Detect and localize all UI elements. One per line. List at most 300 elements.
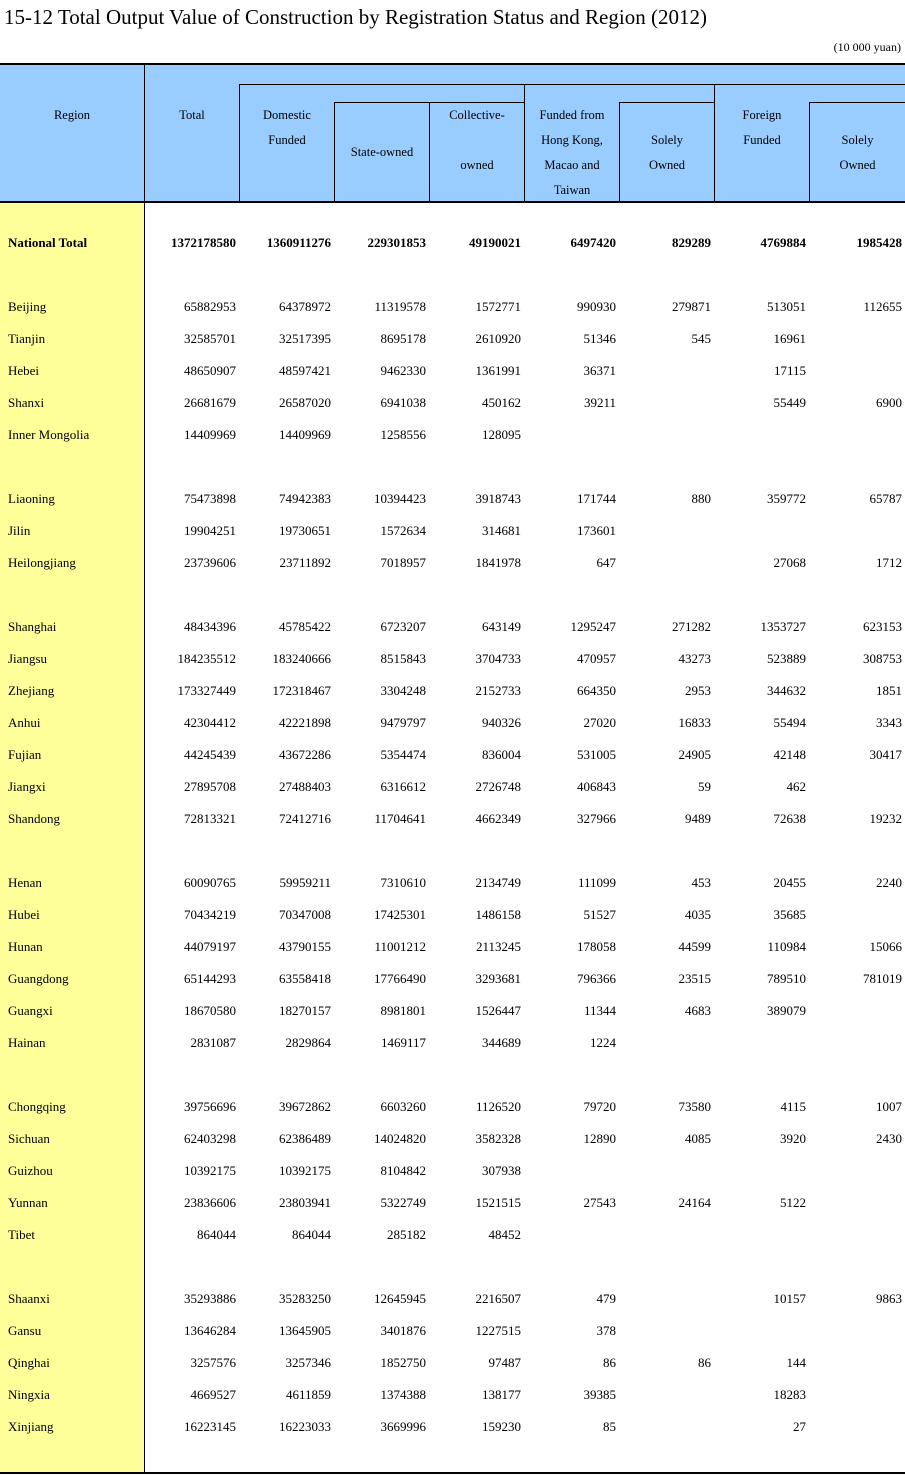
- value-cell: 10392175: [184, 1163, 236, 1178]
- value-cell: 6900: [876, 395, 902, 410]
- value-cell: 2216507: [475, 1291, 521, 1306]
- value-cell: 51346: [583, 331, 616, 346]
- value-cell: 990930: [577, 299, 616, 314]
- value-cell: 23836606: [184, 1195, 236, 1210]
- value-cell: 43790155: [279, 939, 331, 954]
- value-cell: 3257576: [190, 1355, 236, 1370]
- value-cell: 2113245: [475, 939, 521, 954]
- bottom-rule: [0, 1472, 905, 1474]
- value-cell: 2610920: [475, 331, 521, 346]
- value-cell: 2152733: [475, 683, 521, 698]
- value-cell: 16223145: [184, 1419, 236, 1434]
- value-cell: 59959211: [279, 875, 331, 890]
- value-cell: 184235512: [177, 651, 236, 666]
- value-cell: 43672286: [279, 747, 331, 762]
- value-cell: 39385: [583, 1387, 616, 1402]
- value-cell: 44599: [678, 939, 711, 954]
- value-cell: 229301853: [367, 235, 426, 250]
- value-cell: 378: [596, 1323, 616, 1338]
- value-cell: 647: [596, 555, 616, 570]
- value-cell: 86: [698, 1355, 711, 1370]
- table-row: [0, 1027, 905, 1059]
- value-cell: 97487: [488, 1355, 521, 1370]
- value-cell: 4085: [685, 1131, 711, 1146]
- value-cell: 70434219: [184, 907, 236, 922]
- value-cell: 48597421: [279, 363, 331, 378]
- value-cell: 172318467: [272, 683, 331, 698]
- table-row: [0, 931, 905, 963]
- value-cell: 1361991: [475, 363, 521, 378]
- value-cell: 406843: [577, 779, 616, 794]
- value-cell: 1007: [876, 1099, 902, 1114]
- region-name: Shanghai: [8, 619, 57, 634]
- value-cell: 1841978: [475, 555, 521, 570]
- value-cell: 24164: [678, 1195, 711, 1210]
- value-cell: 39211: [583, 395, 616, 410]
- value-cell: 1372178580: [171, 235, 236, 250]
- value-cell: 138177: [482, 1387, 521, 1402]
- value-cell: 5122: [780, 1195, 806, 1210]
- value-cell: 19730651: [279, 523, 331, 538]
- table-row: [0, 547, 905, 579]
- value-cell: 479: [596, 1291, 616, 1306]
- region-name: Inner Mongolia: [8, 427, 90, 442]
- value-cell: 144: [786, 1355, 806, 1370]
- value-cell: 450162: [482, 395, 521, 410]
- region-name: Liaoning: [8, 491, 55, 506]
- value-cell: 42304412: [184, 715, 236, 730]
- value-cell: 1353727: [760, 619, 806, 634]
- region-name: National Total: [8, 235, 88, 250]
- value-cell: 27: [793, 1419, 806, 1434]
- value-cell: 65882953: [184, 299, 236, 314]
- region-name: Hebei: [8, 363, 40, 378]
- region-name: Jiangsu: [8, 651, 47, 666]
- value-cell: 1712: [876, 555, 902, 570]
- region-name: Yunnan: [8, 1195, 48, 1210]
- value-cell: 20455: [773, 875, 806, 890]
- value-cell: 32517395: [279, 331, 331, 346]
- value-cell: 16961: [773, 331, 806, 346]
- table-row: [0, 1091, 905, 1123]
- value-cell: 531005: [577, 747, 616, 762]
- table-row: [0, 515, 905, 547]
- region-name: Jiangxi: [8, 779, 46, 794]
- value-cell: 8981801: [380, 1003, 426, 1018]
- value-cell: 30417: [869, 747, 902, 762]
- value-cell: 4115: [780, 1099, 806, 1114]
- value-cell: 1521515: [475, 1195, 521, 1210]
- value-cell: 545: [691, 331, 711, 346]
- value-cell: 3918743: [475, 491, 521, 506]
- value-cell: 470957: [577, 651, 616, 666]
- value-cell: 8104842: [380, 1163, 426, 1178]
- value-cell: 1486158: [475, 907, 521, 922]
- region-name: Tianjin: [8, 331, 46, 346]
- value-cell: 14024820: [374, 1131, 426, 1146]
- value-cell: 11704641: [374, 811, 426, 826]
- value-cell: 128095: [482, 427, 521, 442]
- header-group-rule: [239, 84, 905, 85]
- value-cell: 8695178: [380, 331, 426, 346]
- table-row: [0, 675, 905, 707]
- value-cell: 72412716: [279, 811, 331, 826]
- value-cell: 1295247: [570, 619, 616, 634]
- region-name: Shanxi: [8, 395, 45, 410]
- value-cell: 72813321: [184, 811, 236, 826]
- value-cell: 4035: [685, 907, 711, 922]
- value-cell: 7018957: [380, 555, 426, 570]
- value-cell: 27020: [583, 715, 616, 730]
- value-cell: 74942383: [279, 491, 331, 506]
- value-cell: 14409969: [279, 427, 331, 442]
- header-state-owned: State-owned: [350, 145, 414, 159]
- region-name: Chongqing: [8, 1099, 66, 1114]
- table-row: [0, 1283, 905, 1315]
- value-cell: 62386489: [279, 1131, 331, 1146]
- region-name: Zhejiang: [8, 683, 55, 698]
- value-cell: 86: [603, 1355, 616, 1370]
- value-cell: 39756696: [184, 1099, 236, 1114]
- value-cell: 26681679: [184, 395, 236, 410]
- national-total-row: [0, 227, 905, 259]
- value-cell: 48452: [488, 1227, 521, 1242]
- table-row: [0, 419, 905, 451]
- region-name: Shaanxi: [8, 1291, 50, 1306]
- header-group-rule: [809, 102, 905, 103]
- value-cell: 8515843: [380, 651, 426, 666]
- value-cell: 307938: [482, 1163, 521, 1178]
- value-cell: 35283250: [279, 1291, 331, 1306]
- value-cell: 6603260: [380, 1099, 426, 1114]
- value-cell: 32585701: [184, 331, 236, 346]
- value-cell: 23711892: [279, 555, 331, 570]
- value-cell: 1572771: [475, 299, 521, 314]
- value-cell: 35685: [773, 907, 806, 922]
- value-cell: 59: [698, 779, 711, 794]
- region-name: Ningxia: [8, 1387, 50, 1402]
- value-cell: 26587020: [279, 395, 331, 410]
- value-cell: 45785422: [279, 619, 331, 634]
- value-cell: 35293886: [184, 1291, 236, 1306]
- value-cell: 10157: [773, 1291, 806, 1306]
- value-cell: 4769884: [760, 235, 806, 250]
- value-cell: 43273: [678, 651, 711, 666]
- value-cell: 389079: [767, 1003, 806, 1018]
- value-cell: 6316612: [380, 779, 426, 794]
- value-cell: 79720: [583, 1099, 616, 1114]
- table-row: [0, 1379, 905, 1411]
- value-cell: 75473898: [184, 491, 236, 506]
- table-row: [0, 483, 905, 515]
- value-cell: 183240666: [272, 651, 331, 666]
- value-cell: 16833: [678, 715, 711, 730]
- value-cell: 44079197: [184, 939, 236, 954]
- header-hkmt: Funded from Hong Kong, Macao and Taiwan: [539, 108, 605, 197]
- value-cell: 6941038: [380, 395, 426, 410]
- value-cell: 65144293: [184, 971, 236, 986]
- value-cell: 23803941: [279, 1195, 331, 1210]
- region-name: Henan: [8, 875, 42, 890]
- region-name: Beijing: [8, 299, 47, 314]
- region-name: Guangxi: [8, 1003, 53, 1018]
- table-row: [0, 643, 905, 675]
- value-cell: 27543: [583, 1195, 616, 1210]
- region-name: Shandong: [8, 811, 60, 826]
- value-cell: 65787: [869, 491, 902, 506]
- value-cell: 1126520: [475, 1099, 521, 1114]
- value-cell: 111099: [577, 875, 616, 890]
- table-row: [0, 771, 905, 803]
- value-cell: 24905: [678, 747, 711, 762]
- value-cell: 829289: [672, 235, 711, 250]
- value-cell: 27895708: [184, 779, 236, 794]
- value-cell: 18670580: [184, 1003, 236, 1018]
- value-cell: 173601: [577, 523, 616, 538]
- value-cell: 643149: [482, 619, 521, 634]
- value-cell: 6723207: [380, 619, 426, 634]
- table-row: [0, 355, 905, 387]
- header-collective: Collective- owned: [449, 108, 505, 172]
- value-cell: 112655: [863, 299, 902, 314]
- region-name: Xinjiang: [8, 1419, 54, 1434]
- value-cell: 880: [691, 491, 711, 506]
- value-cell: 63558418: [279, 971, 331, 986]
- region-name: Sichuan: [8, 1131, 50, 1146]
- value-cell: 171744: [577, 491, 616, 506]
- table-row: [0, 803, 905, 835]
- value-cell: 3257346: [285, 1355, 331, 1370]
- table-row: [0, 1155, 905, 1187]
- value-cell: 27488403: [279, 779, 331, 794]
- region-name: Tibet: [8, 1227, 35, 1242]
- value-cell: 285182: [387, 1227, 426, 1242]
- value-cell: 2831087: [190, 1035, 236, 1050]
- value-cell: 42221898: [279, 715, 331, 730]
- region-name: Guangdong: [8, 971, 69, 986]
- header-domestic: Domestic Funded: [263, 108, 311, 147]
- value-cell: 4662349: [475, 811, 521, 826]
- value-cell: 48434396: [184, 619, 236, 634]
- value-cell: 178058: [577, 939, 616, 954]
- table-row: [0, 611, 905, 643]
- value-cell: 3401876: [380, 1323, 426, 1338]
- table-row: [0, 1123, 905, 1155]
- table-row: [0, 1347, 905, 1379]
- table-row: [0, 323, 905, 355]
- region-name: Fujian: [8, 747, 42, 762]
- value-cell: 23515: [678, 971, 711, 986]
- value-cell: 2953: [685, 683, 711, 698]
- value-cell: 36371: [583, 363, 616, 378]
- value-cell: 10392175: [279, 1163, 331, 1178]
- value-cell: 344689: [482, 1035, 521, 1050]
- value-cell: 44245439: [184, 747, 236, 762]
- value-cell: 85: [603, 1419, 616, 1434]
- value-cell: 1985428: [856, 235, 902, 250]
- value-cell: 72638: [773, 811, 806, 826]
- table-row: [0, 899, 905, 931]
- region-name: Jilin: [8, 523, 31, 538]
- value-cell: 14409969: [184, 427, 236, 442]
- value-cell: 1469117: [380, 1035, 426, 1050]
- value-cell: 49190021: [469, 235, 521, 250]
- header-bottom-rule: [0, 201, 905, 203]
- value-cell: 64378972: [279, 299, 331, 314]
- unit-label: (10 000 yuan): [833, 40, 901, 54]
- value-cell: 2726748: [475, 779, 521, 794]
- value-cell: 1227515: [475, 1323, 521, 1338]
- value-cell: 13646284: [184, 1323, 236, 1338]
- value-cell: 17425301: [374, 907, 426, 922]
- table-row: [0, 1187, 905, 1219]
- value-cell: 110984: [767, 939, 806, 954]
- value-cell: 9489: [685, 811, 711, 826]
- value-cell: 1374388: [380, 1387, 426, 1402]
- value-cell: 3920: [780, 1131, 806, 1146]
- value-cell: 39672862: [279, 1099, 331, 1114]
- value-cell: 173327449: [177, 683, 236, 698]
- region-name: Gansu: [8, 1323, 42, 1338]
- value-cell: 70347008: [279, 907, 331, 922]
- region-name: Guizhou: [8, 1163, 53, 1178]
- value-cell: 6497420: [570, 235, 616, 250]
- value-cell: 27068: [773, 555, 806, 570]
- value-cell: 1572634: [380, 523, 426, 538]
- region-name: Anhui: [8, 715, 41, 730]
- region-name: Heilongjiang: [8, 555, 76, 570]
- value-cell: 51527: [583, 907, 616, 922]
- table-row: [0, 707, 905, 739]
- value-cell: 9462330: [380, 363, 426, 378]
- value-cell: 327966: [577, 811, 616, 826]
- region-name: Hainan: [8, 1035, 46, 1050]
- value-cell: 55449: [773, 395, 806, 410]
- value-cell: 48650907: [184, 363, 236, 378]
- table-row: [0, 1315, 905, 1347]
- value-cell: 462: [786, 779, 806, 794]
- value-cell: 17766490: [374, 971, 426, 986]
- value-cell: 3343: [876, 715, 902, 730]
- value-cell: 781019: [863, 971, 902, 986]
- value-cell: 62403298: [184, 1131, 236, 1146]
- value-cell: 1851: [876, 683, 902, 698]
- value-cell: 17115: [773, 363, 806, 378]
- value-cell: 3304248: [380, 683, 426, 698]
- value-cell: 453: [691, 875, 711, 890]
- value-cell: 12645945: [374, 1291, 426, 1306]
- top-rule: [0, 63, 905, 65]
- value-cell: 5322749: [380, 1195, 426, 1210]
- value-cell: 2829864: [285, 1035, 331, 1050]
- value-cell: 308753: [863, 651, 902, 666]
- value-cell: 344632: [767, 683, 806, 698]
- value-cell: 1360911276: [266, 235, 331, 250]
- value-cell: 1852750: [380, 1355, 426, 1370]
- value-cell: 7310610: [380, 875, 426, 890]
- value-cell: 359772: [767, 491, 806, 506]
- value-cell: 10394423: [374, 491, 426, 506]
- value-cell: 1224: [590, 1035, 616, 1050]
- region-name: Qinghai: [8, 1355, 50, 1370]
- value-cell: 523889: [767, 651, 806, 666]
- value-cell: 3582328: [475, 1131, 521, 1146]
- value-cell: 11344: [583, 1003, 616, 1018]
- value-cell: 3704733: [475, 651, 521, 666]
- header-hkmt-solely-owned: Solely Owned: [648, 133, 686, 172]
- page-title: 15-12 Total Output Value of Construction by Registration Status and Region (2012): [4, 5, 707, 29]
- header-group-rule: [619, 102, 714, 103]
- table-row: [0, 387, 905, 419]
- value-cell: 279871: [672, 299, 711, 314]
- value-cell: 4669527: [190, 1387, 236, 1402]
- value-cell: 60090765: [184, 875, 236, 890]
- value-cell: 12890: [583, 1131, 616, 1146]
- value-cell: 940326: [482, 715, 521, 730]
- header-total: Total: [179, 108, 205, 122]
- table-row: [0, 1219, 905, 1251]
- value-cell: 664350: [577, 683, 616, 698]
- value-cell: 4611859: [285, 1387, 331, 1402]
- header-region: Region: [53, 108, 91, 122]
- value-cell: 11319578: [374, 299, 426, 314]
- value-cell: 271282: [672, 619, 711, 634]
- header-foreign-solely-owned: Solely Owned: [839, 133, 876, 172]
- value-cell: 864044: [292, 1227, 331, 1242]
- value-cell: 9863: [876, 1291, 902, 1306]
- value-cell: 2430: [876, 1131, 902, 1146]
- table-row: [0, 291, 905, 323]
- table-row: [0, 739, 905, 771]
- value-cell: 18270157: [279, 1003, 331, 1018]
- value-cell: 513051: [767, 299, 806, 314]
- value-cell: 2134749: [475, 875, 521, 890]
- table-row: [0, 1411, 905, 1443]
- value-cell: 55494: [773, 715, 806, 730]
- value-cell: 18283: [773, 1387, 806, 1402]
- table-row: [0, 963, 905, 995]
- value-cell: 4683: [685, 1003, 711, 1018]
- value-cell: 15066: [869, 939, 902, 954]
- value-cell: 9479797: [380, 715, 426, 730]
- value-cell: 19232: [869, 811, 902, 826]
- header-foreign: Foreign Funded: [742, 108, 782, 147]
- value-cell: 864044: [197, 1227, 236, 1242]
- value-cell: 789510: [767, 971, 806, 986]
- value-cell: 836004: [482, 747, 521, 762]
- value-cell: 11001212: [374, 939, 426, 954]
- value-cell: 73580: [678, 1099, 711, 1114]
- value-cell: 159230: [482, 1419, 521, 1434]
- value-cell: 3669996: [380, 1419, 426, 1434]
- value-cell: 23739606: [184, 555, 236, 570]
- value-cell: 13645905: [279, 1323, 331, 1338]
- value-cell: 3293681: [475, 971, 521, 986]
- value-cell: 1526447: [475, 1003, 521, 1018]
- value-cell: 19904251: [184, 523, 236, 538]
- table-row: [0, 867, 905, 899]
- value-cell: 314681: [482, 523, 521, 538]
- region-name: Hunan: [8, 939, 43, 954]
- value-cell: 5354474: [380, 747, 426, 762]
- value-cell: 16223033: [279, 1419, 331, 1434]
- value-cell: 42148: [773, 747, 806, 762]
- region-name: Hubei: [8, 907, 40, 922]
- value-cell: 623153: [863, 619, 902, 634]
- value-cell: 1258556: [380, 427, 426, 442]
- value-cell: 2240: [876, 875, 902, 890]
- table-row: [0, 995, 905, 1027]
